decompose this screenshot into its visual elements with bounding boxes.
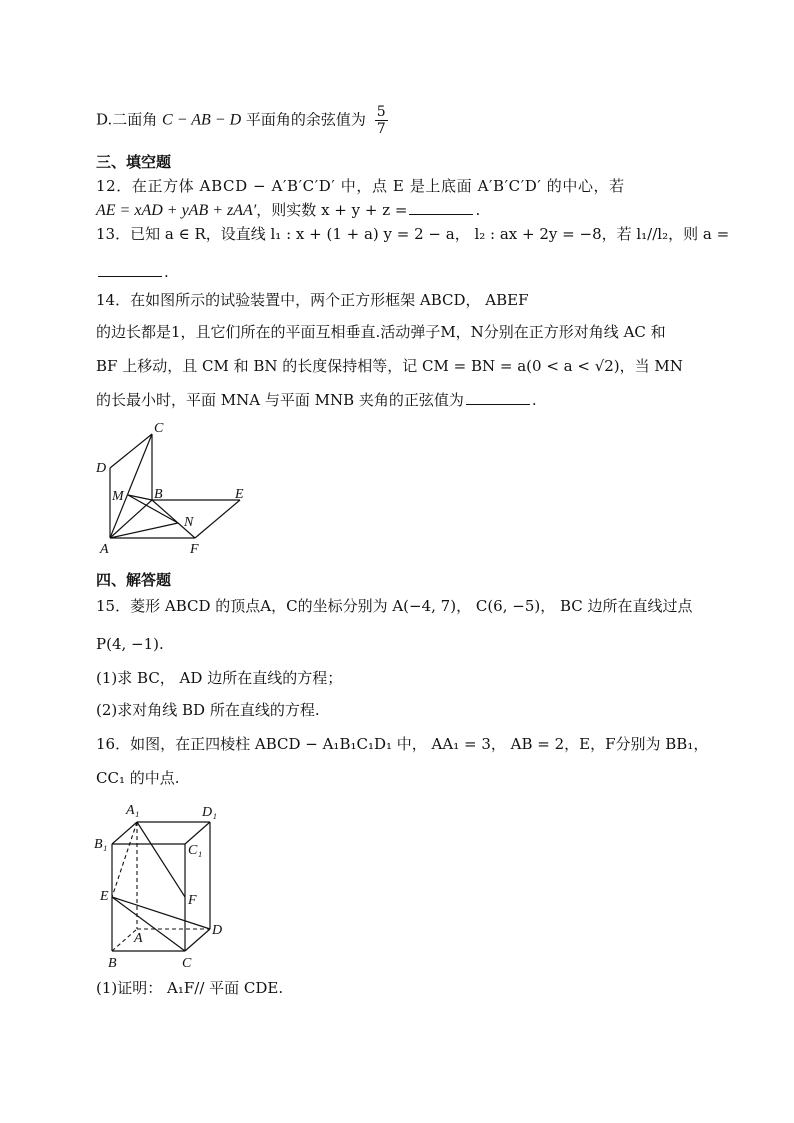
- q11d-prefix: D.二面角: [96, 110, 158, 129]
- q16-edge-cd: [185, 929, 210, 951]
- q14-seg-an: [110, 523, 178, 538]
- q16-label-e: E: [100, 889, 109, 904]
- q16-label-d1: D₁: [202, 805, 217, 820]
- q16-edge-c1d1: [185, 822, 210, 844]
- q14-end: .: [531, 391, 537, 409]
- q14-seg-mn: [128, 495, 178, 523]
- q16-seg-ec: [112, 897, 185, 951]
- q11d-mid: 平面角的余弦值为: [245, 110, 366, 129]
- q14-label-c: C: [154, 421, 164, 436]
- q13-line1: 13．已知 a ∈ R，设直线 l₁ : x + (1 + a) y = 2 − a， l₂ : ax + 2y = −8，若 l₁//l₂，则 a =: [96, 225, 730, 243]
- q14-ask: 的长最小时，平面 MNA 与平面 MNB 夹角的正弦值为: [96, 391, 464, 409]
- q14-label-e: E: [235, 487, 244, 502]
- q16-edge-a1b1: [112, 822, 137, 844]
- q14-edge-ef: [195, 500, 240, 538]
- q14-blank: [466, 390, 530, 405]
- q14-label-d: D: [96, 461, 107, 476]
- q13-line2: [96, 262, 169, 282]
- q16-label-f: F: [188, 893, 197, 908]
- q15-part1: (1)求 BC， AD 边所在直线的方程；: [96, 669, 343, 687]
- q13-blank: [98, 262, 162, 277]
- q15-part2: (2)求对角线 BD 所在直线的方程.: [96, 701, 320, 719]
- q12-line2: [96, 200, 480, 221]
- q16-seg-a1f: [137, 822, 185, 897]
- q14-label-n: N: [184, 515, 194, 530]
- q14-line2: 的边长都是1，且它们所在的平面互相垂直.活动弹子M，N分别在正方形对角线 AC 和: [96, 323, 666, 341]
- q11d-expr: C − AB − D: [162, 111, 242, 129]
- q14-label-f: F: [190, 542, 199, 557]
- q16-label-a1: A₁: [126, 803, 140, 818]
- q15-line2: P(4, −1).: [96, 635, 164, 653]
- q14-figure: [90, 420, 260, 560]
- q14-line4: [96, 390, 537, 410]
- q12-blank: [409, 200, 473, 215]
- q16-label-d: D: [212, 923, 223, 938]
- q14-edge-ab: [110, 500, 152, 538]
- q14-label-a: A: [100, 542, 109, 557]
- q14-label-b: B: [154, 487, 163, 502]
- q16-line1: 16．如图，在正四棱柱 ABCD − A₁B₁C₁D₁ 中， AA₁ = 3， AB = 2，E，F分别为 BB₁，: [96, 735, 709, 753]
- q16-label-b: B: [108, 956, 117, 971]
- q16-label-c1: C₁: [188, 843, 203, 858]
- q16-figure: [90, 796, 240, 972]
- q14-line3: BF 上移动，且 CM 和 BN 的长度保持相等，记 CM = BN = a(0 < a < √2)，当 MN: [96, 357, 683, 375]
- q14-line1: 14．在如图所示的试验装置中，两个正方形框架 ABCD， ABEF: [96, 291, 529, 309]
- q15-line1: 15．菱形 ABCD 的顶点A，C的坐标分别为 A(−4, 7)， C(6, −5)， BC 边所在直线过点: [96, 597, 693, 615]
- q11d-fraction: [375, 104, 388, 137]
- q12-line1: 12．在正方体 ABCD − A′B′C′D′ 中，点 E 是上底面 A′B′C′D′ 的中心，若: [96, 177, 625, 195]
- q16-line2: CC₁ 的中点.: [96, 769, 180, 787]
- q14-label-m: M: [112, 489, 124, 504]
- section-3-heading: 三、填空题: [96, 153, 172, 171]
- q12-end: .: [475, 201, 481, 219]
- q16-label-b1: B₁: [94, 837, 108, 852]
- q11d-num: 5: [376, 104, 386, 120]
- q13-end: .: [164, 263, 169, 281]
- q11-option-d: [96, 104, 388, 137]
- q11d-den: 7: [376, 121, 386, 137]
- q16-label-c: C: [182, 956, 192, 971]
- q16-label-a: A: [134, 931, 143, 946]
- q14-diag-ac: [110, 434, 152, 538]
- q12-vector-eq: AE = xAD + yAB + zAA′: [96, 202, 257, 219]
- q16-part1: (1)证明： A₁F// 平面 CDE.: [96, 979, 284, 997]
- q12-ask: ，则实数 x + y + z =: [256, 201, 408, 219]
- section-4-heading: 四、解答题: [96, 571, 172, 589]
